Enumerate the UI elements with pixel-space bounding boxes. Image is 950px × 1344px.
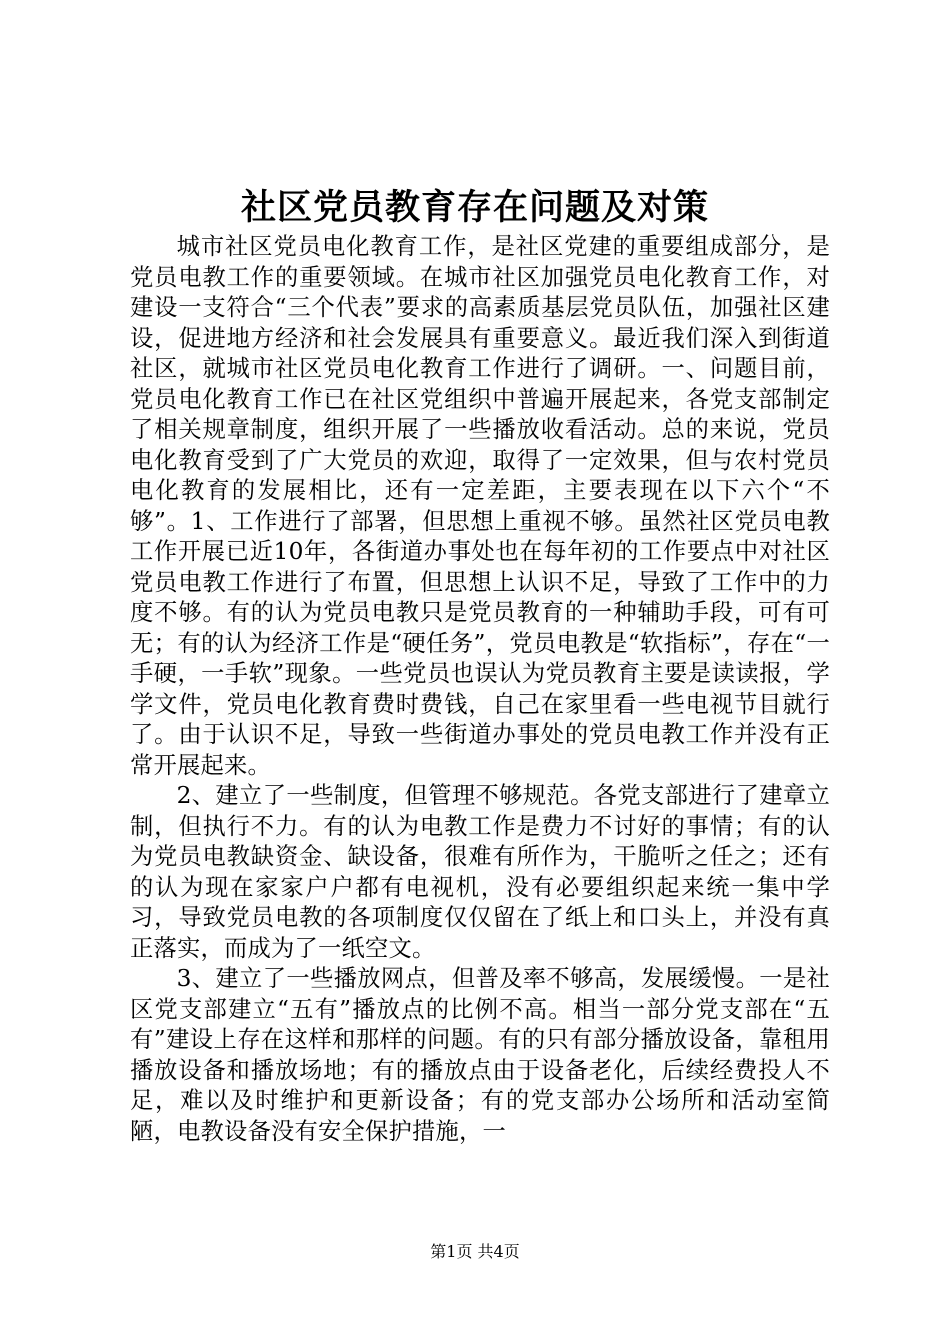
paragraph-3: 3、建立了一些播放网点，但普及率不够高，发展缓慢。一是社区党支部建立“五有”播放点的比例不高。相当一部分党支部在“五有”建设上存在这样和那样的问题。有的只有部分播放设备，靠租用播放设备和播放场地；有的播放点由于设备老化，后续经费投人不足，难以及时维护和更新设备；有的党支部办公场所和活动室简陋，电教设备没有安全保护措施，一	[130, 965, 830, 1145]
document-title: 社区党员教育存在问题及对策	[240, 187, 709, 228]
page-footer: 第1页 共4页	[430, 1242, 520, 1261]
paragraph-1: 城市社区党员电化教育工作，是社区党建的重要组成部分，是党员电教工作的重要领域。在城市社区加强党员电化教育工作，对建设一支符合“三个代表”要求的高素质基层党员队伍，加强社区建设，促进地方经济和社会发展具有重要意义。最近我们深入到街道社区，就城市社区党员电化教育工作进行了调研。一、问题目前，党员电化教育工作已在社区党组织中普遍开展起来，各党支部制定了相关规章制度，组织开展了一些播放收看活动。总的来说，党员电化教育受到了广大党员的欢迎，取得了一定效果，但与农村党员电化教育的发展相比，还有一定差距，主要表现在以下六个“不够”。1、工作进行了部署，但思想上重视不够。虽然社区党员电教工作开展已近10年，各街道办事处也在每年初的工作要点中对社区党员电教工作进行了布置，但思想上认识不足，导致了工作中的力度不够。有的认为党员电教只是党员教育的一种辅助手段，可有可无；有的认为经济工作是“硬任务”，党员电教是“软指标”，存在“一手硬，一手软”现象。一些党员也误认为党员教育主要是读读报，学学文件，党员电化教育费时费钱，自己在家里看一些电视节目就行了。由于认识不足，导致一些街道办事处的党员电教工作并没有正常开展起来。	[130, 233, 830, 779]
document-body	[130, 232, 830, 1147]
paragraph-2: 2、建立了一些制度，但管理不够规范。各党支部进行了建章立制，但执行不力。有的认为电教工作是费力不讨好的事情；有的认为党员电教缺资金、缺设备，很难有所作为，干脆听之任之；还有的认为现在家家户户都有电视机，没有必要组织起来统一集中学习，导致党员电教的各项制度仅仅留在了纸上和口头上，并没有真正落实，而成为了一纸空文。	[130, 782, 830, 962]
